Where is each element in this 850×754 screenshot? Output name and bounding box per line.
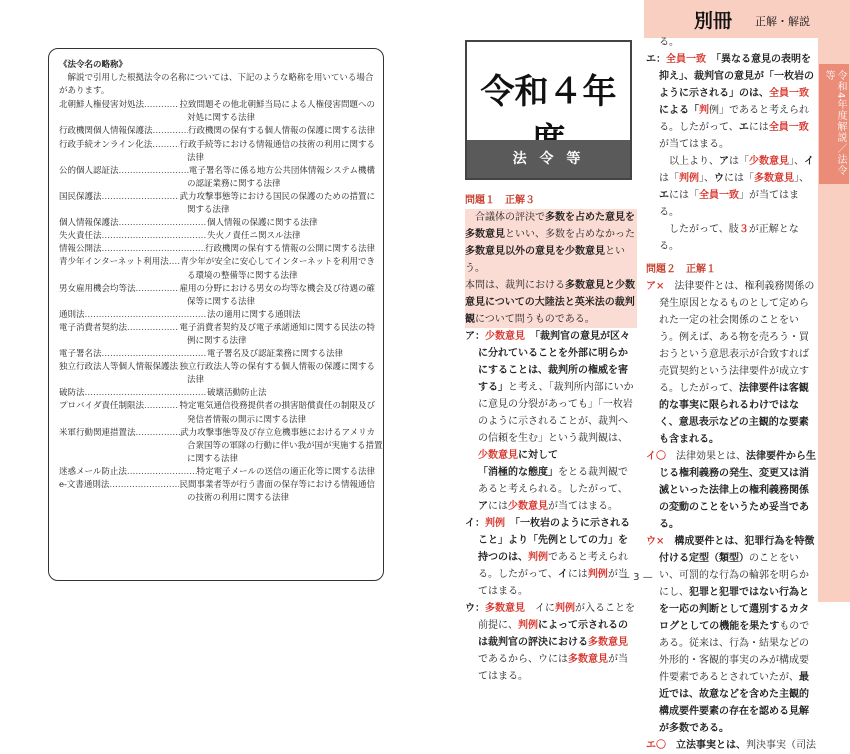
abbreviation-description-cont: 合衆国等の軍隊の行動に伴い我が国が実施する措置 [187,440,383,451]
abbreviation-heading: 《法令名の略称》 [59,60,128,70]
abbreviation-name: 行政手続オンライン化法 [59,139,153,150]
abbreviation-row [59,348,375,361]
problem2-choice-u: ウ× 構成要件とは、犯罪行為を特徴付ける定型（類型）のことをいい、可罰的な行為の輪郭を明らかにし、犯罪と犯罪ではない行為とを一応の判断として選別するカタログとしての機能を果たすものである。従来は、行為・結果などの外形的・客観的事実のみが構成要件要素であるとされていたが、最近では、故意などを含めた主観的構成要件要素の存在を認める見解が多数である。 [646,536,815,734]
abbreviation-name: 独立行政法人等個人情報保護法 [59,362,179,373]
leader-dots [127,466,197,479]
abbreviation-description: 特定電子メールの送信の適正化等に関する法律 [196,466,375,477]
abbreviation-description: 電子署名及び認証業務に関する法律 [207,349,344,360]
problem1-intro-block [465,209,637,328]
abbreviation-name: 個人情報保護法 [59,218,119,229]
abbreviation-row [59,256,375,269]
abbreviation-name: 青少年インターネット利用法 [59,257,169,268]
abbreviation-description-cont: 例に関する法律 [187,335,247,346]
abbreviation-name: 情報公開法 [59,244,102,255]
abbreviation-description: 行政機関の保有する情報の公開に関する法律 [204,244,375,255]
abbreviation-box [48,48,384,581]
abbreviation-description-cont: 関する法律 [187,205,230,216]
abbreviation-name: 行政機関個人情報保護法 [59,126,153,137]
abbreviation-description-cont: の認証業務に関する法律 [187,178,281,189]
abbreviation-row [59,125,375,138]
abbreviation-intro: 解説で引用した根拠法令の名称については、下記のような略称を用いている場合があります。 [59,73,374,97]
abbreviation-name: 迷惑メール防止法 [59,466,127,477]
section-title: 法 令 等 [467,140,630,178]
abbreviation-row [59,99,375,112]
abbreviation-description: 電子署名等に係る地方公共団体情報システム機構 [188,165,375,176]
abbreviation-description: 破壊活動防止法 [207,388,267,399]
leader-dots [85,387,207,400]
abbreviation-row [59,230,375,243]
leader-dots [169,256,181,269]
abbreviation-description-cont: に関する法律 [187,453,239,464]
problem2-label: 問題２ 正解１ [646,264,716,275]
abbreviation-row [59,322,375,335]
leader-dots [152,139,179,152]
abbreviation-description: 独立行政法人等の保有する個人情報の保護に関する [179,362,375,373]
abbreviation-description-cont: の技術の利用に関する法律 [187,493,290,504]
problem2-column [646,34,816,754]
abbreviation-row [59,139,375,152]
leader-dots [85,309,207,322]
leader-dots [153,125,188,138]
abbreviation-name: 電子署名法 [59,349,102,360]
abbreviation-description-cont: る環境の整備等に関する法律 [187,270,298,281]
abbreviation-description: 個人情報の保護に関する法律 [207,218,318,229]
problem1-column [465,192,637,685]
leader-dots [102,348,207,361]
abbreviation-name: 北朝鮮人権侵害対処法 [59,100,145,111]
abbreviation-description-cont: 発信者情報の開示に関する法律 [187,414,307,425]
abbreviation-name: 国民保護法 [59,191,102,202]
abbreviation-row [59,165,375,178]
abbreviation-description: 民間事業者等が行う書面の保存等における情報通信 [179,480,375,490]
abbreviation-name: 男女雇用機会均等法 [59,283,136,294]
abbreviation-row [59,309,375,322]
problem1-intro: 合議体の評決で多数を占めた意見を多数意見といい、多数を占めなかった多数意見以外の意見を少数意見という。 [465,212,635,274]
year-title: 令和４年 [480,72,617,112]
leader-dots [144,99,179,112]
leader-dots [102,191,180,204]
leader-dots [119,217,207,230]
abbreviation-list [59,99,383,505]
abbreviation-description-cont: 対処に関する法律 [187,113,256,124]
abbreviation-description-cont: 法律 [187,375,205,386]
abbreviation-description: 失火ノ責任ニ関スル法律 [207,231,301,242]
abbreviation-description: 武力攻撃事態等における国民の保護のための措置に [179,191,375,202]
problem1-choice-u: ウ：多数意見 イに判例が入ることを前提に、判例によって示されるのは裁判官の評決における多数意見であるから、ウには多数意見が当てはまる。 [465,603,635,682]
abbreviation-description: 青少年が安全に安心してインターネットを利用でき [180,257,375,268]
problem1-label: 問題１ 正解３ [465,195,535,206]
abbreviation-row [59,283,375,296]
abbreviation-row [59,400,375,413]
leader-dots [109,479,179,492]
abbreviation-description: 武力攻撃事態等及び存立危機事態におけるアメリカ [180,427,375,438]
leader-dots [136,283,180,296]
problem1-choice-i: イ：判例 「一枚岩のように示されること」より「先例としての力」を持つのは、判例であると考えられる。したがって、イには判例が当てはまる。 [465,518,630,597]
abbreviation-row [59,466,375,479]
abbreviation-description: 法の適用に関する通則法 [207,309,301,320]
leader-dots [144,400,179,413]
abbreviation-description-cont: 保等に関する法律 [187,296,256,307]
abbreviation-description: 行政手続等における情報通信の技術の利用に関する [179,139,375,150]
abbreviation-description: 雇用の分野における男女の均等な機会及び待遇の確 [179,283,375,294]
abbreviation-name: 通則法 [59,309,85,320]
abbreviation-row [59,387,375,400]
abbreviation-name: 電子消費者契約法 [59,322,128,333]
abbreviation-row [59,191,375,204]
abbreviation-description: 電子消費者契約及び電子承諾通知に関する民法の特 [179,322,375,333]
abbreviation-row [59,217,375,230]
abbreviation-description: 拉致問題その他北朝鮮当局による人権侵害問題への [179,100,375,111]
abbreviation-name: 破防法 [59,388,85,399]
abbreviation-name: e-文書通則法 [59,480,110,490]
leader-dots [102,243,205,256]
problem1-summary: 以上より、アは「少数意見」、イは「判例」、ウには「多数意見」、エには「全員一致」が当てはまる。 [659,156,814,218]
abbreviation-name: プロバイダ責任制限法 [59,401,145,412]
leader-dots [136,427,181,440]
problem2-choice-e: エ〇 立法事実とは、判決事実（司法 [646,740,816,751]
problem1-conclusion: したがって、肢３が正解となる。 [659,224,799,252]
title-block [465,40,632,180]
abbreviation-row [59,361,375,374]
leader-dots [119,165,189,178]
abbreviation-description-cont: 法律 [187,152,205,163]
leader-dots [102,230,207,243]
leader-dots [127,322,179,335]
problem1-choice-e: エ：全員一致 「異なる意見の表明を抑え」、裁判官の意見が「一枚岩のように示される」のは、全員一致による「判例」であると考えられる。したがって、エには全員一致が当てはまる。 [646,54,814,150]
abbreviation-name: 失火責任法 [59,231,102,242]
header-band [644,0,850,38]
abbreviation-row [59,479,375,492]
header-title: 別冊 [694,10,733,32]
abbreviation-row [59,427,375,440]
problem2-choice-a: ア× 法律要件とは、権利義務関係の発生原因となるものとして定められた一定の社会関係のことをいう。例えば、ある物を売ろう・買おうという意思表示が合致すれば売買契約という法律要件が成立する。したがって、法律要件は客観的な事実に限られるわけではなく、意思表示などの主観的な要素も含まれる。 [646,281,815,445]
page-number: — 3 — [620,572,653,583]
problem2-choice-i: イ〇 法律効果とは、法律要件から生じる権利義務の発生、変更又は消滅といった法律上の権利義務関係の変動のことをいうため妥当である。 [646,451,816,530]
problem1-intro2: 本問は、裁判における多数意見と少数意見についての大陸法と英米法の裁判観について問うものである。 [465,280,635,325]
abbreviation-description: 特定電気通信役務提供者の損害賠償責任の制限及び [179,401,375,412]
abbreviation-description: 行政機関の保有する個人情報の保護に関する法律 [187,126,375,137]
header-subtitle: 正解・解説 [755,15,810,28]
continuation-text: る。 [659,37,679,48]
side-tab: 令和4年度解説／法令等 [819,64,849,184]
abbreviation-name: 米軍行動関連措置法 [59,427,136,438]
problem1-choice-a: ア：少数意見 「裁判官の意見が区々に分れていることを外部に明らかにすることは、裁判所の権威を害する」と考え、「裁判所内部にいかに意見の分裂があっても」「一枚岩のように示されることが、裁判への信頼を生む」という裁判観は、少数意見に対して「消極的な態度」をとる裁判観であると考えられる。したがって、アには少数意見が当てはまる。 [465,331,634,512]
abbreviation-name: 公的個人認証法 [59,165,119,176]
abbreviation-row [59,243,375,256]
